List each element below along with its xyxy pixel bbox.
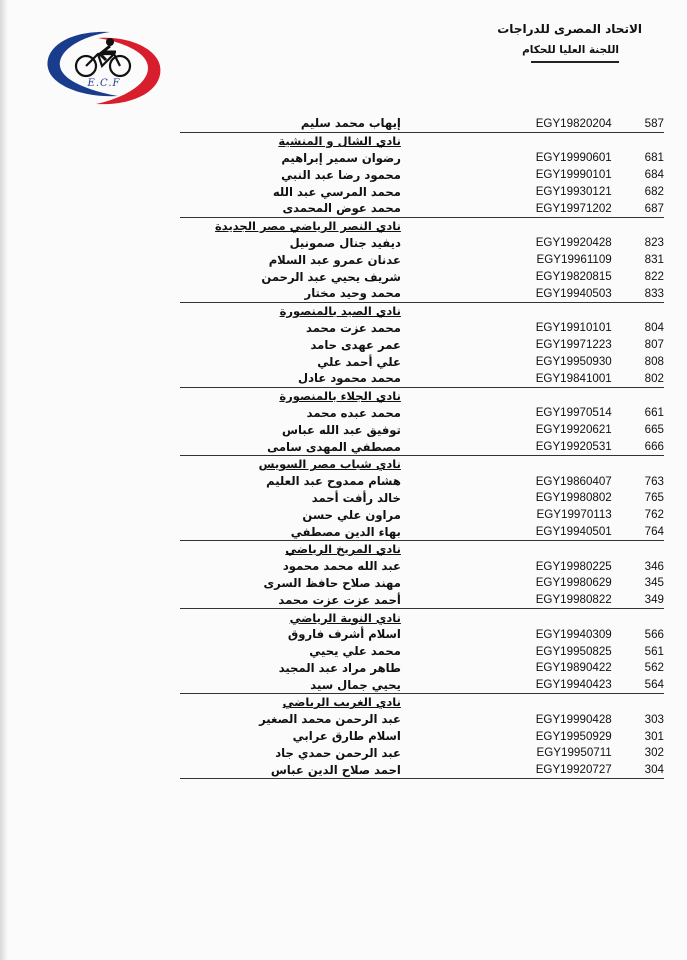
- rider-number: 349: [644, 593, 664, 607]
- empty-cell: [612, 540, 664, 557]
- rider-name: عبد الرحمن حمدي جاد: [275, 745, 401, 760]
- rider-name: محمد عزت محمد: [306, 320, 401, 335]
- empty-cell: [612, 302, 664, 319]
- rider-number: 587: [644, 116, 664, 130]
- rider-row: [180, 626, 664, 643]
- empty-cell: [612, 217, 664, 234]
- rider-uci-id: EGY19990428: [535, 712, 612, 726]
- rider-row: [180, 761, 664, 778]
- club-name: نادي شباب مصر السويس: [180, 455, 401, 472]
- rider-uci-id: EGY19961109: [536, 253, 612, 267]
- rider-number: 302: [644, 746, 664, 760]
- rider-row: [180, 405, 664, 422]
- rider-row: [180, 660, 664, 677]
- rider-row: [180, 336, 664, 353]
- rider-number: 303: [644, 712, 664, 726]
- empty-cell: [612, 455, 664, 472]
- club-name: نادي النوبة الرياضي: [180, 609, 401, 626]
- empty-cell: [612, 609, 664, 626]
- rider-uci-id: EGY19910101: [535, 321, 612, 335]
- rider-uci-id: EGY19990101: [535, 168, 612, 182]
- rider-number: 681: [644, 151, 664, 165]
- rider-uci-id: EGY19980629: [535, 576, 612, 590]
- rider-name: محمد محمود عادل: [298, 371, 401, 386]
- empty-cell: [401, 609, 612, 626]
- rider-name: محمد عوض المحمدى: [282, 201, 401, 216]
- rider-uci-id: EGY19860407: [535, 474, 612, 488]
- rider-name: عبد الرحمن محمد الصغير: [259, 712, 401, 727]
- rider-number: 802: [644, 371, 664, 385]
- rider-number: 765: [644, 491, 664, 505]
- rider-row: [180, 728, 664, 745]
- rider-name: محمد المرسي عبد الله: [272, 184, 401, 199]
- club-header-row: [180, 302, 664, 319]
- club-header-row: [180, 609, 664, 626]
- rider-name: إيهاب محمد سليم: [300, 116, 401, 131]
- rider-name: رضوان سمير إبراهيم: [281, 150, 401, 165]
- rider-number: 833: [644, 286, 664, 300]
- header-underline: [531, 61, 619, 63]
- rider-row: [180, 235, 664, 252]
- rider-row: [180, 183, 664, 200]
- rider-number: 561: [644, 644, 664, 658]
- rider-row: [180, 744, 664, 761]
- club-name: نادي النصر الرياضي مصر الجديدة: [180, 217, 401, 234]
- rider-roster-body: [180, 115, 664, 779]
- rider-uci-id: EGY19950930: [535, 355, 612, 369]
- rider-number: 304: [612, 761, 664, 778]
- rider-row: [180, 558, 664, 575]
- rider-name: مهند صلاح حافظ السرى: [263, 575, 401, 590]
- empty-cell: [401, 217, 612, 234]
- rider-row: [180, 285, 664, 302]
- rider-uci-id: EGY19980225: [535, 559, 612, 573]
- rider-row: [180, 268, 664, 285]
- rider-name: مراون علي حسن: [302, 507, 401, 522]
- rider-uci-id: EGY19930121: [535, 185, 612, 199]
- rider-name: شريف يحيي عبد الرحمن: [261, 269, 401, 284]
- empty-cell: [401, 694, 612, 711]
- rider-uci-id: EGY19970113: [536, 508, 612, 522]
- club-name: نادي المريخ الرياضي: [180, 540, 401, 557]
- rider-row: [180, 353, 664, 370]
- rider-number: 345: [644, 576, 664, 590]
- rider-row: [180, 676, 664, 693]
- rider-row: [180, 251, 664, 268]
- rider-number: 301: [644, 729, 664, 743]
- rider-uci-id: EGY19820204: [535, 116, 612, 130]
- club-header-row: [180, 387, 664, 404]
- ecf-logo: [40, 26, 168, 108]
- rider-uci-id: EGY19841001: [535, 371, 612, 385]
- rider-row: [180, 523, 664, 540]
- logo-text: E.C.F: [87, 78, 121, 89]
- rider-number: 665: [644, 423, 664, 437]
- rider-number: 764: [644, 525, 664, 539]
- rider-row: [180, 506, 664, 523]
- rider-uci-id: EGY19820815: [535, 270, 612, 284]
- rider-number: 666: [644, 440, 664, 454]
- rider-uci-id: EGY19990601: [535, 151, 612, 165]
- rider-number: 763: [644, 474, 664, 488]
- rider-number: 684: [644, 168, 664, 182]
- empty-cell: [401, 387, 612, 404]
- empty-cell: [612, 387, 664, 404]
- club-name: نادي الصيد بالمنصورة: [180, 302, 401, 319]
- rider-name: خالد رأفت أحمد: [311, 490, 401, 505]
- rider-number: 807: [644, 338, 664, 352]
- rider-name: احمد صلاح الدين عباس: [180, 761, 401, 778]
- rider-row: [180, 320, 664, 337]
- rider-name: اسلام أشرف فاروق: [287, 627, 401, 642]
- rider-uci-id: EGY19920621: [535, 423, 612, 437]
- rider-row: [180, 166, 664, 183]
- rider-name: محمد عبده محمد: [306, 405, 401, 420]
- committee-name: اللجنة العليا للحكام: [522, 44, 619, 56]
- rider-number: 346: [644, 559, 664, 573]
- rider-number: 808: [644, 355, 664, 369]
- rider-row: [180, 643, 664, 660]
- rider-uci-id: EGY19890422: [535, 661, 612, 675]
- club-name: نادي الجلاء بالمنصورة: [180, 387, 401, 404]
- rider-name: مصطفي المهدى سامى: [267, 439, 401, 454]
- rider-uci-id: EGY19950711: [536, 746, 612, 760]
- rider-name: علي أحمد علي: [317, 354, 401, 369]
- rider-row: [180, 591, 664, 608]
- rider-number: 566: [644, 627, 664, 641]
- rider-number: 687: [644, 201, 664, 215]
- empty-cell: [612, 694, 664, 711]
- rider-number: 564: [644, 678, 664, 692]
- rider-row: [180, 473, 664, 490]
- rider-name: ديفيد جنال صمونيل: [289, 235, 401, 250]
- rider-row: [180, 200, 664, 217]
- rider-row: [180, 370, 664, 387]
- rider-name: طاهر مراد عبد المجيد: [278, 660, 401, 675]
- federation-name: الاتحاد المصرى للدراجات: [497, 22, 642, 36]
- empty-cell: [401, 455, 612, 472]
- club-name: نادي الشال و المنشية: [180, 132, 401, 149]
- club-header-row: [180, 694, 664, 711]
- rider-name: عمر عهدى حامد: [310, 337, 401, 352]
- rider-number: 823: [644, 236, 664, 250]
- empty-cell: [401, 302, 612, 319]
- rider-name: عدنان عمرو عبد السلام: [268, 252, 401, 267]
- rider-uci-id: EGY19971202: [535, 201, 612, 215]
- rider-uci-id: EGY19940503: [535, 286, 612, 300]
- rider-row: [180, 438, 664, 455]
- rider-name: محمود رضا عبد النبي: [281, 167, 401, 182]
- rider-uci-id: EGY19950825: [535, 644, 612, 658]
- rider-row: [180, 115, 664, 132]
- empty-cell: [612, 132, 664, 149]
- rider-number: 682: [644, 185, 664, 199]
- club-header-row: [180, 132, 664, 149]
- rider-number: 822: [644, 270, 664, 284]
- rider-uci-id: EGY19940309: [535, 627, 612, 641]
- ecf-logo-graphic: [40, 26, 168, 108]
- club-header-row: [180, 455, 664, 472]
- rider-name: اسلام طارق عرابي: [292, 729, 401, 744]
- rider-uci-id: EGY19920727: [401, 761, 612, 778]
- rider-uci-id: EGY19971223: [535, 338, 612, 352]
- rider-name: توفيق عبد الله عباس: [281, 422, 401, 437]
- rider-uci-id: EGY19940501: [535, 525, 612, 539]
- rider-roster-table: [180, 115, 664, 779]
- rider-number: 562: [644, 661, 664, 675]
- club-header-row: [180, 217, 664, 234]
- rider-name: أحمد عزت عزت محمد: [278, 592, 401, 607]
- rider-row: [180, 575, 664, 592]
- rider-name: عبد الله محمد محمود: [282, 559, 401, 574]
- empty-cell: [401, 540, 612, 557]
- rider-uci-id: EGY19920531: [535, 440, 612, 454]
- rider-number: 661: [644, 406, 664, 420]
- rider-row: [180, 490, 664, 507]
- rider-uci-id: EGY19980802: [535, 491, 612, 505]
- rider-uci-id: EGY19970514: [535, 406, 612, 420]
- rider-uci-id: EGY19940423: [535, 678, 612, 692]
- rider-row: [180, 150, 664, 167]
- rider-row: [180, 421, 664, 438]
- club-name: نادي الغريب الرياضي: [180, 694, 401, 711]
- empty-cell: [401, 132, 612, 149]
- rider-uci-id: EGY19950929: [535, 729, 612, 743]
- rider-name: بهاء الدين مصطفي: [290, 524, 401, 539]
- rider-name: يحيي جمال سيد: [310, 677, 401, 692]
- rider-number: 831: [644, 253, 664, 267]
- rider-uci-id: EGY19920428: [535, 236, 612, 250]
- club-header-row: [180, 540, 664, 557]
- rider-name: محمد علي يحيي: [309, 644, 401, 659]
- rider-row: [180, 711, 664, 728]
- rider-number: 762: [644, 508, 664, 522]
- rider-number: 804: [644, 321, 664, 335]
- page-edge-shadow: [0, 0, 8, 960]
- rider-uci-id: EGY19980822: [535, 593, 612, 607]
- rider-name: هشام ممدوح عبد العليم: [266, 474, 401, 489]
- rider-name: محمد وحيد مختار: [304, 286, 401, 301]
